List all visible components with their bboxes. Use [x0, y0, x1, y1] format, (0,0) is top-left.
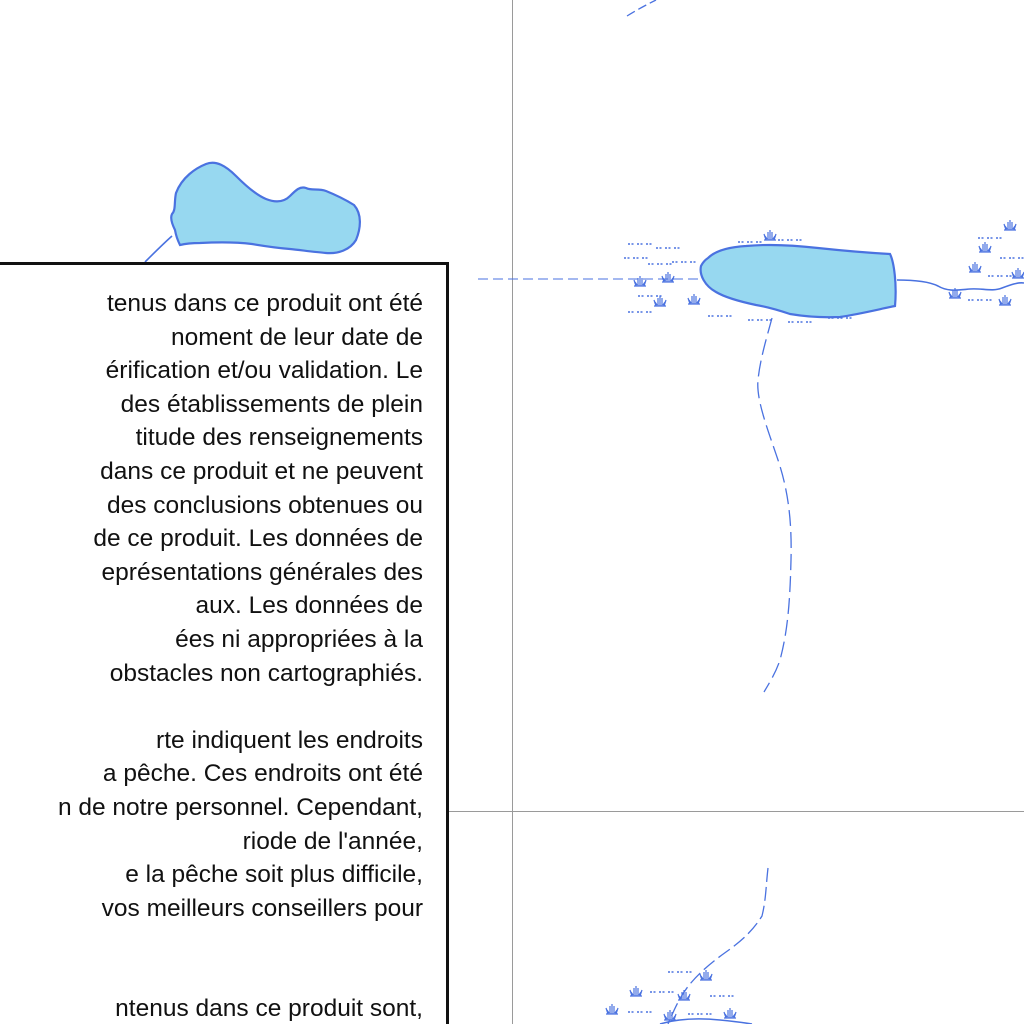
disclaimer-line: ntenus dans ce produit sont, [115, 995, 423, 1023]
disclaimer-line: a pêche. Ces endroits ont été [102, 760, 423, 788]
disclaimer-line: des conclusions obtenues ou [107, 491, 423, 519]
stream-top [627, 0, 656, 16]
disclaimer-line: noment de leur date de [171, 323, 423, 351]
disclaimer-line [0, 925, 423, 959]
disclaimer-line [0, 959, 423, 993]
disclaimer-line: eprésentations générales des [101, 558, 423, 586]
disclaimer-line: vos meilleurs conseillers pour [101, 894, 423, 922]
disclaimer-line: de ce produit. Les données de [93, 525, 423, 553]
disclaimer-panel [0, 262, 449, 1024]
stream-left-lake [145, 236, 172, 262]
disclaimer-line: érification et/ou validation. Le [105, 357, 423, 385]
lake-center [701, 245, 896, 317]
disclaimer-line [0, 690, 423, 724]
disclaimer-line: ées ni appropriées à la [175, 625, 423, 653]
disclaimer-line: dans ce produit et ne peuvent [93, 457, 423, 485]
disclaimer-line: e la pêche soit plus difficile, [125, 861, 423, 889]
stream-east [897, 280, 1024, 290]
disclaimer-line: tenus dans ce produit ont été [107, 290, 423, 317]
disclaimer-line: riode de l'année, [242, 827, 423, 855]
marsh-area-east [949, 220, 1024, 305]
disclaimer-line: rte indiquent les endroits [156, 726, 423, 754]
lake-left [171, 163, 360, 253]
stream-intermittent-south [758, 318, 791, 692]
disclaimer-line: n de notre personnel. Cependant, [57, 793, 423, 821]
disclaimer-line: aux. Les données de [195, 592, 423, 620]
disclaimer-text [0, 287, 423, 1024]
disclaimer-line: titude des renseignements [135, 424, 423, 452]
disclaimer-line: obstacles non cartographiés. [109, 659, 423, 687]
marsh-area-south [606, 970, 736, 1020]
disclaimer-line: des établissements de plein [120, 390, 423, 418]
